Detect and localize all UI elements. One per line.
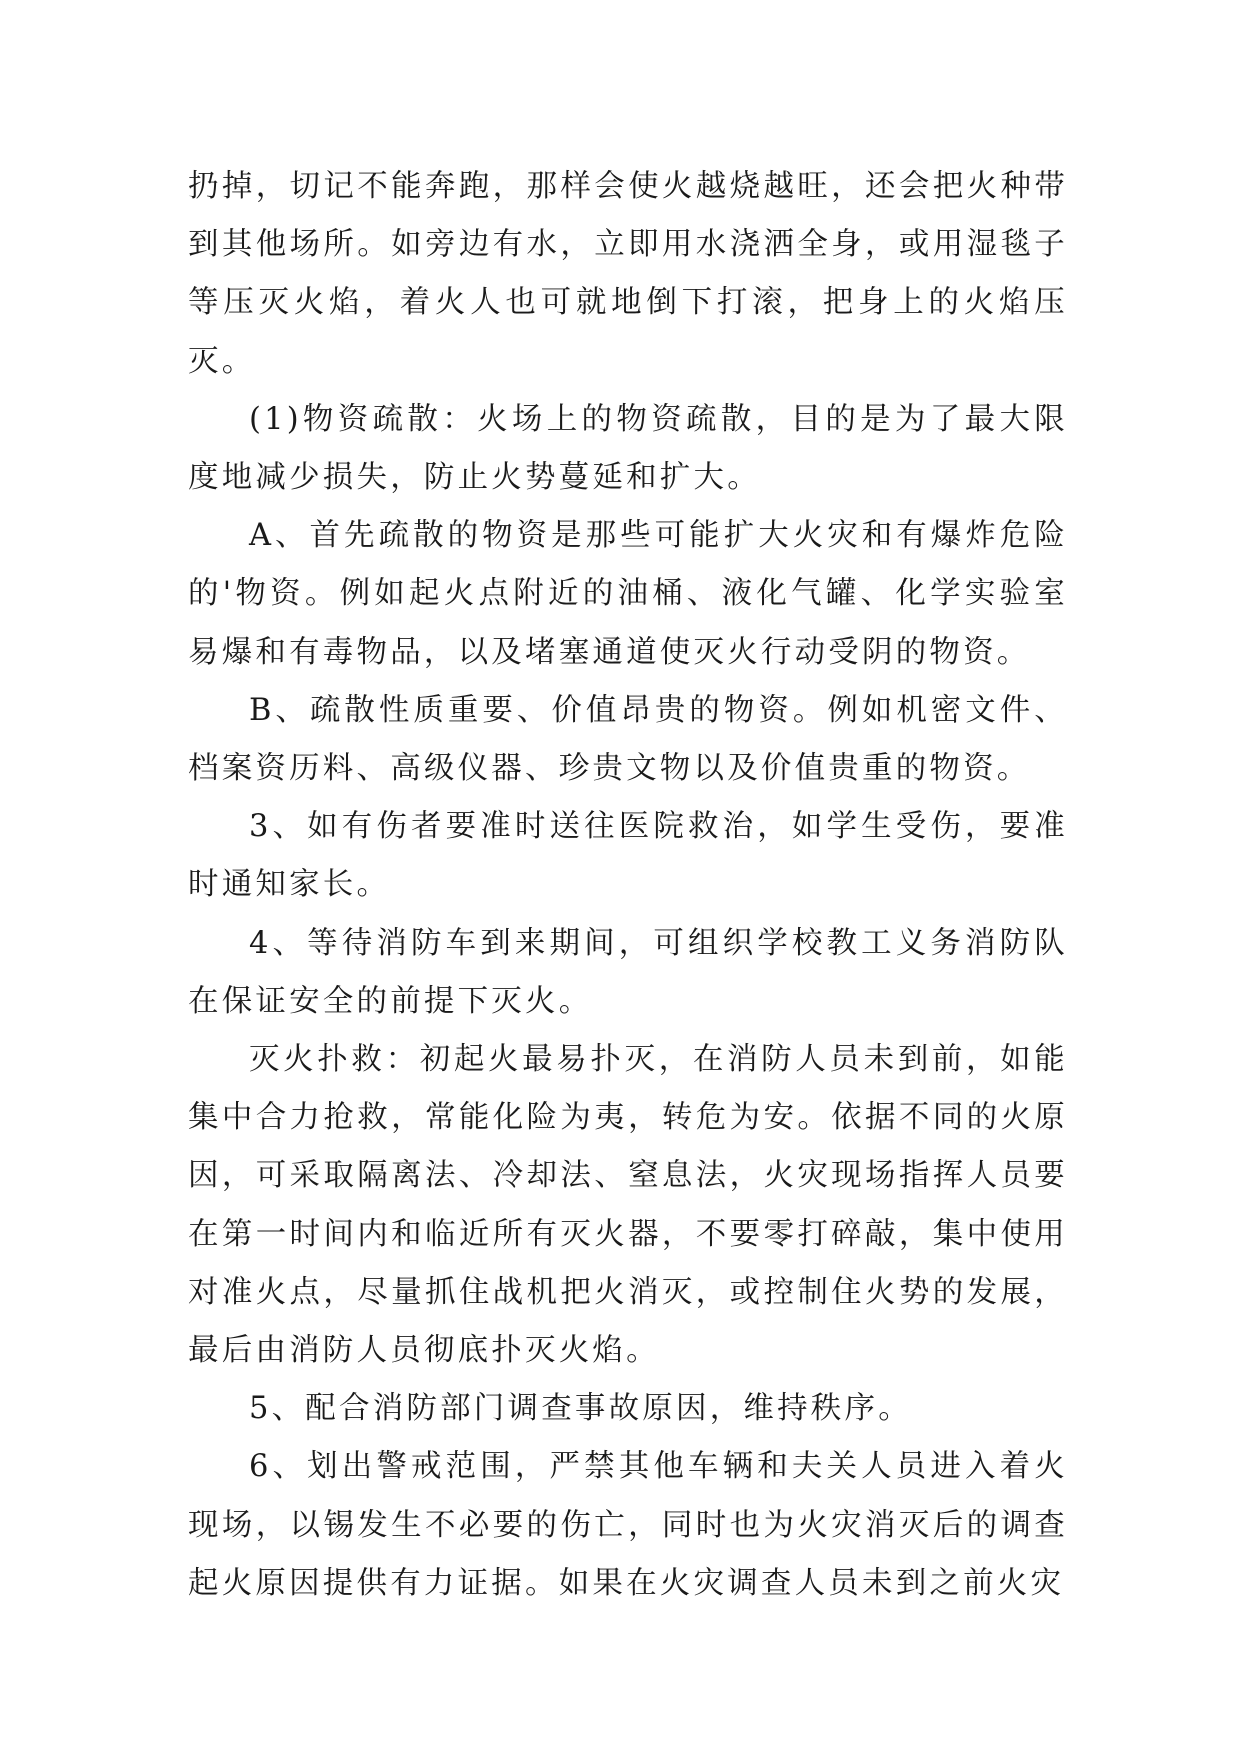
paragraph-4: B、疏散性质重要、价值昂贵的物资。例如机密文件、档案资历料、高级仪器、珍贵文物以及价值贵重的物资。 (188, 692, 1068, 787)
paragraph-6: 4、等待消防车到来期间，可组织学校教工义务消防队在保证安全的前提下灭火。 (188, 925, 1068, 1019)
paragraph-1: 扔掉，切记不能奔跑，那样会使火越烧越旺，还会把火种带到其他场所。如旁边有水，立即用水浇洒全身，或用湿毯子等压灭火焰，着火人也可就地倒下打滚，把身上的火焰压灭。 (188, 169, 1068, 379)
document-page (188, 158, 1068, 1613)
paragraph-2: (1)物资疏散：火场上的物资疏散，目的是为了最大限度地减少损失，防止火势蔓延和扩大。 (188, 401, 1068, 496)
paragraph-9: 6、划出警戒范围，严禁其他车辆和夫关人员进入着火现场，以锡发生不必要的伤亡，同时也为火灾消灭后的调查起火原因提供有力证据。如果在火灾调查人员未到之前火灾 (188, 1449, 1068, 1601)
paragraph-3: A、首先疏散的物资是那些可能扩大火灾和有爆炸危险的'物资。例如起火点附近的油桶、液化气罐、化学实验室易爆和有毒物品，以及堵塞通道使灭火行动受阴的物资。 (188, 518, 1068, 670)
paragraph-5: 3、如有伤者要准时送往医院救治，如学生受伤，要准时通知家长。 (188, 809, 1068, 903)
paragraph-8: 5、配合消防部门调查事故原因，维持秩序。 (249, 1391, 912, 1427)
paragraph-7: 灭火扑救：初起火最易扑灭，在消防人员未到前，如能集中合力抢救，常能化险为夷，转危为安。依据不同的火原因，可采取隔离法、冷却法、窒息法，火灾现场指挥人员要在第一时间内和临近所有灭火器，不要零打碎敲，集中使用对准火点，尽量抓住战机把火消灭，或控制住火势的发展，最后由消防人员彻底扑灭火焰。 (188, 1042, 1068, 1369)
